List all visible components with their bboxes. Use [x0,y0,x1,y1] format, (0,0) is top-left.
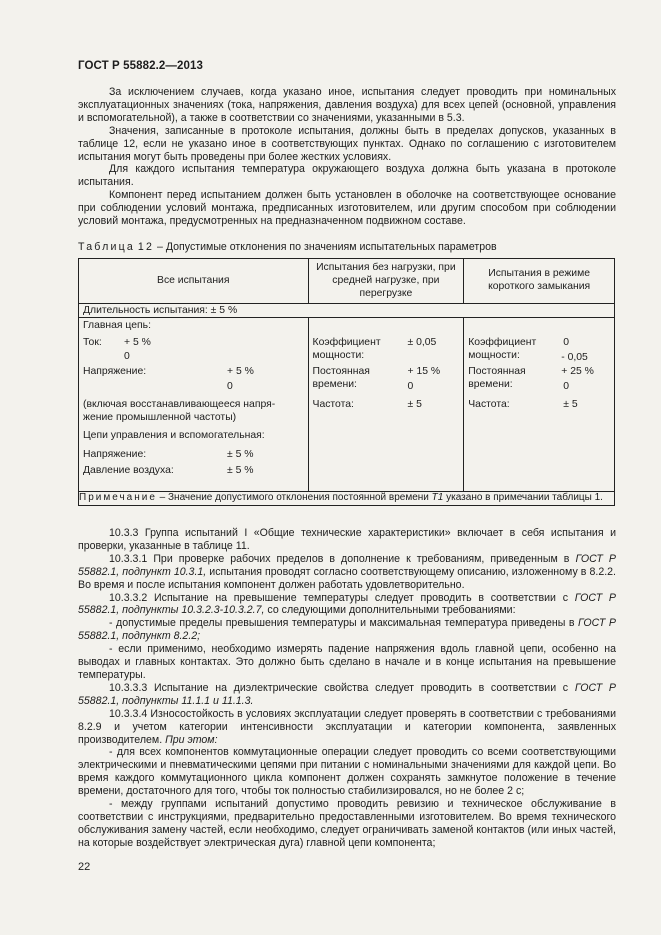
paragraph-text: - допустимые пределы превышения температуры и максимальная температура приведены в [109,617,575,630]
short-circuit-tests-cell [464,318,615,492]
table-caption-number: 12 [137,241,155,253]
paragraph: - между группами испытаний допустимо проводить ревизию и техническое обслуживание в соответствии с инструкциями, предварительно предоставленными изготовителем. Во время технического обслуживания замену частей, если необходимо, следует ограничивать заменой контактов (или иных частей, на которые воздействует электрическая дуга) главной цепи компонента; [78,798,616,849]
frequency-tolerance: ± 5 [407,399,422,411]
voltage-label: Напряжение: [83,366,147,378]
table-caption-title: – Допустимые отклонения по значениям испытательных параметров [157,241,497,253]
all-tests-cell [79,318,309,492]
note-word: Примечание [79,492,157,504]
standard-reference: ГОСТ Р 55882.1, подпункт 10.3.1, [78,552,616,578]
time-constant-tolerance-lower: 0 [407,381,414,393]
power-factor-tolerance-lower: - 0,05 [561,352,588,364]
paragraph: Компонент перед испытанием должен быть установлен в оболочке на соответствующее основание при соблюдении условий монтажа, предписанных изготовителем, или другим способом при соблюдении условий монтажа, предусмотренных на предназначенном подвижном составе. [78,189,616,228]
time-constant-label: Постоянная [468,366,526,378]
note-text: указано в примечании таблицы 1. [446,492,603,504]
control-circuits-label: Цепи управления и вспомогательная: [83,430,265,442]
table-header-cell: Испытания в режиме короткого замыкания [464,259,615,304]
main-circuit-label: Главная цепь: [83,320,151,332]
current-label: Ток: [83,337,102,349]
paragraph: Значения, записанные в протоколе испытания, должны быть в пределах допусков, указанных в таблице 12, если не указано иное в соответствующих пунктах. Однако по соглашению с изготовителем испытания могут быть проведены при более жестких условиях. [78,124,616,163]
power-factor-tolerance: ± 0,05 [407,337,437,349]
standard-reference: ГОСТ Р 55882.1, подпункты 11.1.1 и 11.1.3. [78,681,616,707]
paragraph-text: со следующими дополнительными требованиями: [267,604,516,617]
time-constant-tolerance-upper: + 15 % [407,366,441,378]
paragraph [78,708,616,747]
power-factor-label: Коэффициент [312,337,381,349]
note-time-constant: T1 [431,492,444,504]
power-factor-label: мощности: [312,350,365,362]
control-voltage-tolerance: ± 5 % [227,449,254,461]
recovery-voltage-note: жение промышленной частоты) [83,412,237,424]
paragraph: - если применимо, необходимо измерять падение напряжения вдоль главной цепи, особенно на выводах и главных контактах. Это должно быть сделано в начале и в конце испытания на превышение температуры. [78,643,616,681]
voltage-tolerance-lower: 0 [227,381,233,393]
paragraph: За исключением случаев, когда указано иное, испытания следует проводить при номинальных эксплуатационных значениях (тока, напряжения, давления воздуха) для всех цепей (основной, управления и вспомогательной), а также в соответствии со значениями, указанными в 5.3. [78,86,616,124]
paragraph-emphasis: При этом: [165,733,218,746]
control-voltage-label: Напряжение: [83,449,147,461]
power-factor-label: мощности: [468,350,520,362]
intro-text [78,86,616,228]
time-constant-label: времени: [468,379,513,391]
paragraph: Для каждого испытания температура окружающего воздуха должна быть указана в протоколе испытания. [78,163,616,189]
power-factor-tolerance-upper: 0 [563,337,570,349]
frequency-tolerance: ± 5 [563,399,578,411]
current-tolerance-lower: 0 [124,351,130,363]
standard-reference: ГОСТ Р 55882.1, подпункты 10.3.2.3-10.3.2.7, [78,591,616,617]
paragraph [78,592,616,618]
time-constant-tolerance-lower: 0 [563,381,570,393]
time-constant-label: времени: [312,379,357,391]
note-text: – Значение допустимого отклонения постоянной времени [159,492,429,504]
frequency-label: Частота: [312,399,354,411]
frequency-label: Частота: [468,399,510,411]
body-text [78,527,616,850]
table-header-cell: Все испытания [79,259,309,304]
air-pressure-label: Давление воздуха: [83,465,174,477]
paragraph [78,553,616,592]
paragraph-text: 10.3.3.3 Испытание на диэлектрические свойства следует проводить в соответствии с [109,681,569,694]
current-tolerance-upper: + 5 % [124,337,151,349]
table-caption-word: Таблица [78,241,135,253]
page-number: 22 [78,861,91,873]
power-factor-label: Коэффициент [468,337,537,349]
voltage-tolerance-upper: + 5 % [227,366,254,378]
standard-reference: ГОСТ Р 55882.1, подпункт 8.2.2; [78,617,616,643]
duration-row: Длительность испытания: ± 5 % [79,304,615,318]
paragraph-text: испытания проводят согласно соответствующему описанию, изложенному в 8.2.2. Во время и после испытания компонент должен работать удовлетворительно. [78,565,616,591]
paragraph: - для всех компонентов коммутационные операции следует проводить со всеми соответствующими электрическими и пневматическими цепями при питании с номинальными значениями для каждой цепи. Во время каждого коммутационного цикла компонент должен сохранять замкнутое положение в течение времени, достаточного для того, чтобы ток полностью стабилизировался, но не более 2 с; [78,746,616,798]
paragraph-text: 10.3.3.4 Износостойкость в условиях эксплуатации следует проверять в соответствии с требованиями 8.2.9 и учетом категории интенсивности эксплуатации и категории компонента, заявленных производителем. [78,707,616,746]
table-caption [78,241,497,253]
table-header-cell: Испытания без нагрузки, при средней нагрузке, при перегрузке [308,259,464,304]
paragraph-text: 10.3.3.2 Испытание на превышение температуры следует проводить в соответствии с [109,591,569,604]
air-pressure-tolerance: ± 5 % [227,465,254,477]
paragraph-text: 10.3.3.1 При проверке рабочих пределов в дополнение к требованиям, приведенным в [109,552,570,565]
load-tests-cell [308,318,464,492]
table-note [79,492,615,506]
paragraph [78,617,616,643]
time-constant-tolerance-upper: + 25 % [561,366,594,378]
paragraph [78,682,616,708]
recovery-voltage-note: (включая восстанавливающееся напря- [83,399,276,411]
paragraph: 10.3.3 Группа испытаний I «Общие технические характеристики» включает в себя испытания и проверки, указанные в таблице 11. [78,527,616,552]
document-header: ГОСТ Р 55882.2—2013 [78,60,203,72]
tolerance-table [78,258,615,506]
time-constant-label: Постоянная [312,366,370,378]
